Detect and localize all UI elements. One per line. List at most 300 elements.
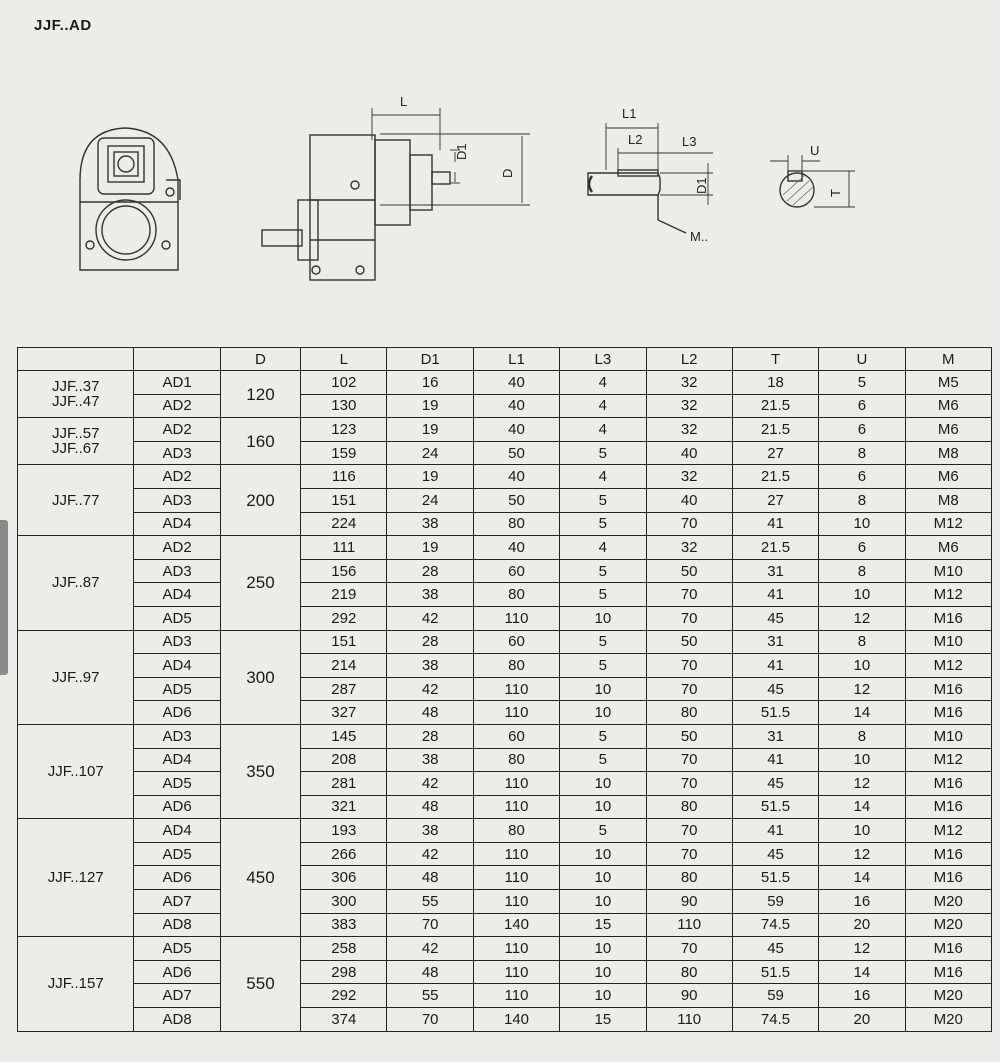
- value-cell: 60: [473, 724, 559, 748]
- value-cell: 42: [387, 606, 473, 630]
- value-cell: 38: [387, 512, 473, 536]
- value-cell: 59: [732, 984, 818, 1008]
- value-cell: 48: [387, 795, 473, 819]
- header-cell: D: [220, 348, 300, 371]
- value-cell: 40: [646, 488, 732, 512]
- value-cell: 8: [819, 724, 905, 748]
- table-row: [18, 984, 992, 1008]
- adapter-cell: AD4: [134, 583, 220, 607]
- table-row: [18, 913, 992, 937]
- value-cell: 51.5: [732, 701, 818, 725]
- value-cell: 10: [560, 937, 646, 961]
- value-cell: M20: [905, 1008, 991, 1032]
- model-name: JJF..97: [51, 668, 100, 686]
- table-row: [18, 795, 992, 819]
- value-cell: 80: [646, 960, 732, 984]
- value-cell: 6: [819, 418, 905, 442]
- value-cell: 42: [387, 772, 473, 796]
- value-cell: 80: [646, 866, 732, 890]
- value-cell: 383: [301, 913, 387, 937]
- value-cell: 70: [646, 677, 732, 701]
- shaft-detail-drawing: [578, 98, 733, 248]
- value-cell: M5: [905, 371, 991, 395]
- value-cell: 110: [473, 677, 559, 701]
- value-cell: 40: [473, 371, 559, 395]
- value-cell: 70: [646, 819, 732, 843]
- value-cell: 14: [819, 960, 905, 984]
- value-cell: 10: [819, 748, 905, 772]
- value-cell: 70: [646, 748, 732, 772]
- value-cell: 12: [819, 842, 905, 866]
- value-cell: 19: [387, 465, 473, 489]
- value-cell: 32: [646, 371, 732, 395]
- value-cell: 40: [473, 536, 559, 560]
- model-cell: [18, 819, 134, 937]
- value-cell: 40: [646, 441, 732, 465]
- value-cell: 4: [560, 371, 646, 395]
- value-cell: 21.5: [732, 536, 818, 560]
- value-cell: 287: [301, 677, 387, 701]
- value-cell: 28: [387, 559, 473, 583]
- value-cell: 10: [560, 677, 646, 701]
- value-cell: 60: [473, 630, 559, 654]
- value-cell: 5: [560, 441, 646, 465]
- adapter-cell: AD6: [134, 960, 220, 984]
- value-cell: 41: [732, 748, 818, 772]
- value-cell: 6: [819, 536, 905, 560]
- adapter-cell: AD7: [134, 984, 220, 1008]
- value-cell: 27: [732, 488, 818, 512]
- value-cell: M16: [905, 701, 991, 725]
- value-cell: 48: [387, 701, 473, 725]
- gearbox-side-view-drawing: [70, 120, 195, 280]
- value-cell: M8: [905, 488, 991, 512]
- value-cell: 8: [819, 630, 905, 654]
- value-cell: 10: [560, 701, 646, 725]
- value-cell: 10: [560, 960, 646, 984]
- value-cell: M6: [905, 536, 991, 560]
- value-cell: M16: [905, 795, 991, 819]
- value-cell: 70: [646, 606, 732, 630]
- value-cell: 116: [301, 465, 387, 489]
- model-name: JJF..127: [47, 869, 104, 887]
- header-cell: L1: [473, 348, 559, 371]
- value-cell: 45: [732, 772, 818, 796]
- value-cell: 110: [646, 1008, 732, 1032]
- adapter-cell: AD2: [134, 465, 220, 489]
- table-row: [18, 960, 992, 984]
- d-cell: 350: [220, 724, 300, 818]
- model-cell: [18, 371, 134, 418]
- value-cell: 90: [646, 984, 732, 1008]
- value-cell: 21.5: [732, 394, 818, 418]
- model-name: JJF..37: [51, 378, 100, 396]
- value-cell: M6: [905, 394, 991, 418]
- adapter-cell: AD4: [134, 748, 220, 772]
- table-row: [18, 937, 992, 961]
- table-row: [18, 866, 992, 890]
- adapter-cell: AD8: [134, 913, 220, 937]
- value-cell: 110: [473, 890, 559, 914]
- value-cell: 110: [473, 984, 559, 1008]
- value-cell: 42: [387, 842, 473, 866]
- value-cell: 5: [560, 630, 646, 654]
- table-row: [18, 488, 992, 512]
- value-cell: 74.5: [732, 913, 818, 937]
- dim-label-L: L: [400, 94, 408, 109]
- table-row: [18, 772, 992, 796]
- table-row: [18, 371, 992, 395]
- model-name: JJF..57: [51, 425, 100, 443]
- value-cell: 110: [473, 937, 559, 961]
- model-name: JJF..107: [47, 763, 104, 781]
- value-cell: 16: [819, 984, 905, 1008]
- value-cell: 151: [301, 488, 387, 512]
- value-cell: 51.5: [732, 960, 818, 984]
- value-cell: 70: [646, 772, 732, 796]
- value-cell: M6: [905, 465, 991, 489]
- d-cell: 450: [220, 819, 300, 937]
- value-cell: 74.5: [732, 1008, 818, 1032]
- value-cell: 5: [819, 371, 905, 395]
- value-cell: 80: [646, 701, 732, 725]
- value-cell: 5: [560, 559, 646, 583]
- dim-label-D: D: [500, 168, 515, 178]
- value-cell: M16: [905, 606, 991, 630]
- table-row: [18, 394, 992, 418]
- value-cell: M12: [905, 748, 991, 772]
- value-cell: M12: [905, 654, 991, 678]
- value-cell: 300: [301, 890, 387, 914]
- value-cell: 156: [301, 559, 387, 583]
- value-cell: 10: [819, 583, 905, 607]
- value-cell: 40: [473, 418, 559, 442]
- adapter-cell: AD3: [134, 630, 220, 654]
- model-cell: [18, 465, 134, 536]
- value-cell: 51.5: [732, 795, 818, 819]
- value-cell: 16: [819, 890, 905, 914]
- dim-label-T: T: [828, 189, 843, 197]
- value-cell: 111: [301, 536, 387, 560]
- value-cell: 8: [819, 488, 905, 512]
- value-cell: 38: [387, 819, 473, 843]
- model-cell: [18, 630, 134, 724]
- value-cell: 41: [732, 819, 818, 843]
- value-cell: 50: [473, 441, 559, 465]
- table-row: [18, 606, 992, 630]
- value-cell: 70: [387, 913, 473, 937]
- d-cell: 250: [220, 536, 300, 630]
- adapter-cell: AD5: [134, 677, 220, 701]
- value-cell: 10: [819, 819, 905, 843]
- header-cell: [18, 348, 134, 371]
- table-row: [18, 654, 992, 678]
- value-cell: 110: [473, 606, 559, 630]
- value-cell: 70: [387, 1008, 473, 1032]
- page-title: JJF..AD: [34, 17, 92, 34]
- header-cell: U: [819, 348, 905, 371]
- model-cell: [18, 724, 134, 818]
- value-cell: 40: [473, 465, 559, 489]
- table-row: [18, 701, 992, 725]
- value-cell: M20: [905, 913, 991, 937]
- header-cell: L3: [560, 348, 646, 371]
- value-cell: 32: [646, 394, 732, 418]
- value-cell: 51.5: [732, 866, 818, 890]
- value-cell: 12: [819, 772, 905, 796]
- value-cell: 32: [646, 465, 732, 489]
- value-cell: M16: [905, 866, 991, 890]
- value-cell: 19: [387, 418, 473, 442]
- model-name: JJF..47: [51, 393, 100, 411]
- value-cell: 8: [819, 441, 905, 465]
- adapter-cell: AD2: [134, 394, 220, 418]
- value-cell: 16: [387, 371, 473, 395]
- table-body: [18, 371, 992, 1032]
- value-cell: 70: [646, 512, 732, 536]
- table-row: [18, 536, 992, 560]
- adapter-cell: AD7: [134, 890, 220, 914]
- value-cell: 41: [732, 654, 818, 678]
- model-name: JJF..157: [47, 975, 104, 993]
- value-cell: 41: [732, 512, 818, 536]
- value-cell: 110: [473, 842, 559, 866]
- value-cell: M6: [905, 418, 991, 442]
- value-cell: 31: [732, 559, 818, 583]
- value-cell: 5: [560, 748, 646, 772]
- value-cell: 19: [387, 536, 473, 560]
- value-cell: 48: [387, 960, 473, 984]
- value-cell: 55: [387, 984, 473, 1008]
- table-row: [18, 418, 992, 442]
- value-cell: 80: [646, 795, 732, 819]
- value-cell: M12: [905, 819, 991, 843]
- value-cell: 130: [301, 394, 387, 418]
- d-cell: 120: [220, 371, 300, 418]
- value-cell: 10: [819, 512, 905, 536]
- value-cell: 12: [819, 937, 905, 961]
- value-cell: 32: [646, 536, 732, 560]
- value-cell: 14: [819, 866, 905, 890]
- table-row: [18, 677, 992, 701]
- value-cell: 306: [301, 866, 387, 890]
- dim-label-shaft-D1: D1: [694, 177, 709, 194]
- adapter-cell: AD3: [134, 559, 220, 583]
- value-cell: 20: [819, 1008, 905, 1032]
- value-cell: 10: [560, 890, 646, 914]
- value-cell: 140: [473, 913, 559, 937]
- value-cell: 12: [819, 606, 905, 630]
- value-cell: 5: [560, 488, 646, 512]
- keyway-section-drawing: [765, 135, 860, 230]
- model-name: JJF..77: [51, 491, 100, 509]
- value-cell: 12: [819, 677, 905, 701]
- d-cell: 300: [220, 630, 300, 724]
- value-cell: 45: [732, 677, 818, 701]
- adapter-cell: AD8: [134, 1008, 220, 1032]
- adapter-cell: AD5: [134, 937, 220, 961]
- value-cell: 258: [301, 937, 387, 961]
- value-cell: 70: [646, 842, 732, 866]
- adapter-cell: AD4: [134, 654, 220, 678]
- value-cell: 6: [819, 394, 905, 418]
- adapter-cell: AD5: [134, 606, 220, 630]
- dimension-table: [17, 347, 992, 1032]
- value-cell: M12: [905, 512, 991, 536]
- value-cell: 110: [473, 960, 559, 984]
- value-cell: M10: [905, 724, 991, 748]
- value-cell: 14: [819, 701, 905, 725]
- d-cell: 160: [220, 418, 300, 465]
- value-cell: 10: [560, 984, 646, 1008]
- value-cell: M16: [905, 960, 991, 984]
- table-row: [18, 441, 992, 465]
- value-cell: 19: [387, 394, 473, 418]
- value-cell: M20: [905, 984, 991, 1008]
- table-header: [18, 348, 992, 371]
- gearbox-front-view-drawing: [250, 90, 540, 285]
- dim-label-U: U: [810, 143, 820, 158]
- value-cell: 50: [646, 724, 732, 748]
- value-cell: 32: [646, 418, 732, 442]
- value-cell: 224: [301, 512, 387, 536]
- value-cell: 110: [473, 866, 559, 890]
- model-cell: [18, 418, 134, 465]
- value-cell: 28: [387, 724, 473, 748]
- d-cell: 550: [220, 937, 300, 1031]
- value-cell: 55: [387, 890, 473, 914]
- dim-label-L2: L2: [628, 132, 643, 147]
- value-cell: 45: [732, 606, 818, 630]
- adapter-cell: AD1: [134, 371, 220, 395]
- value-cell: 5: [560, 654, 646, 678]
- value-cell: 110: [473, 795, 559, 819]
- value-cell: M8: [905, 441, 991, 465]
- header-cell: T: [732, 348, 818, 371]
- adapter-cell: AD4: [134, 819, 220, 843]
- adapter-cell: AD5: [134, 772, 220, 796]
- adapter-cell: AD2: [134, 536, 220, 560]
- value-cell: 145: [301, 724, 387, 748]
- model-name: JJF..67: [51, 440, 100, 458]
- value-cell: 42: [387, 677, 473, 701]
- value-cell: 15: [560, 1008, 646, 1032]
- d-cell: 200: [220, 465, 300, 536]
- adapter-cell: AD3: [134, 441, 220, 465]
- value-cell: 90: [646, 890, 732, 914]
- value-cell: 193: [301, 819, 387, 843]
- header-cell: [134, 348, 220, 371]
- value-cell: 41: [732, 583, 818, 607]
- page-tab-marker: [0, 520, 8, 675]
- value-cell: 50: [646, 559, 732, 583]
- value-cell: 31: [732, 630, 818, 654]
- value-cell: 159: [301, 441, 387, 465]
- value-cell: 59: [732, 890, 818, 914]
- value-cell: M16: [905, 842, 991, 866]
- value-cell: 374: [301, 1008, 387, 1032]
- adapter-cell: AD2: [134, 418, 220, 442]
- value-cell: 298: [301, 960, 387, 984]
- value-cell: 4: [560, 418, 646, 442]
- value-cell: 214: [301, 654, 387, 678]
- dim-label-L1: L1: [622, 106, 637, 121]
- value-cell: 4: [560, 536, 646, 560]
- adapter-cell: AD5: [134, 842, 220, 866]
- value-cell: 20: [819, 913, 905, 937]
- value-cell: 45: [732, 937, 818, 961]
- value-cell: 80: [473, 583, 559, 607]
- value-cell: 10: [560, 772, 646, 796]
- adapter-cell: AD6: [134, 866, 220, 890]
- dim-label-D1: D1: [454, 143, 469, 160]
- value-cell: 10: [560, 606, 646, 630]
- value-cell: 50: [473, 488, 559, 512]
- value-cell: 15: [560, 913, 646, 937]
- value-cell: 60: [473, 559, 559, 583]
- adapter-cell: AD6: [134, 795, 220, 819]
- model-cell: [18, 937, 134, 1031]
- value-cell: 38: [387, 583, 473, 607]
- header-cell: L: [301, 348, 387, 371]
- value-cell: 80: [473, 748, 559, 772]
- table-row: [18, 630, 992, 654]
- value-cell: 123: [301, 418, 387, 442]
- table-row: [18, 842, 992, 866]
- value-cell: 70: [646, 937, 732, 961]
- value-cell: 10: [560, 842, 646, 866]
- value-cell: 110: [646, 913, 732, 937]
- table-row: [18, 890, 992, 914]
- value-cell: 5: [560, 724, 646, 748]
- value-cell: 50: [646, 630, 732, 654]
- dim-label-L3: L3: [682, 134, 697, 149]
- value-cell: 14: [819, 795, 905, 819]
- value-cell: 5: [560, 583, 646, 607]
- value-cell: 10: [560, 866, 646, 890]
- value-cell: 10: [560, 795, 646, 819]
- value-cell: 208: [301, 748, 387, 772]
- value-cell: 292: [301, 984, 387, 1008]
- value-cell: 102: [301, 371, 387, 395]
- value-cell: 281: [301, 772, 387, 796]
- table-row: [18, 559, 992, 583]
- value-cell: 24: [387, 441, 473, 465]
- header-cell: M: [905, 348, 991, 371]
- table-row: [18, 465, 992, 489]
- value-cell: 21.5: [732, 418, 818, 442]
- value-cell: 321: [301, 795, 387, 819]
- table-row: [18, 512, 992, 536]
- value-cell: 80: [473, 512, 559, 536]
- table-row: [18, 819, 992, 843]
- value-cell: M16: [905, 677, 991, 701]
- value-cell: 292: [301, 606, 387, 630]
- adapter-cell: AD3: [134, 724, 220, 748]
- value-cell: 10: [819, 654, 905, 678]
- value-cell: 110: [473, 772, 559, 796]
- value-cell: M10: [905, 559, 991, 583]
- adapter-cell: AD4: [134, 512, 220, 536]
- dim-label-M: M..: [690, 229, 709, 244]
- model-cell: [18, 536, 134, 630]
- value-cell: 5: [560, 512, 646, 536]
- value-cell: 140: [473, 1008, 559, 1032]
- value-cell: 80: [473, 654, 559, 678]
- value-cell: 6: [819, 465, 905, 489]
- value-cell: 4: [560, 465, 646, 489]
- value-cell: 8: [819, 559, 905, 583]
